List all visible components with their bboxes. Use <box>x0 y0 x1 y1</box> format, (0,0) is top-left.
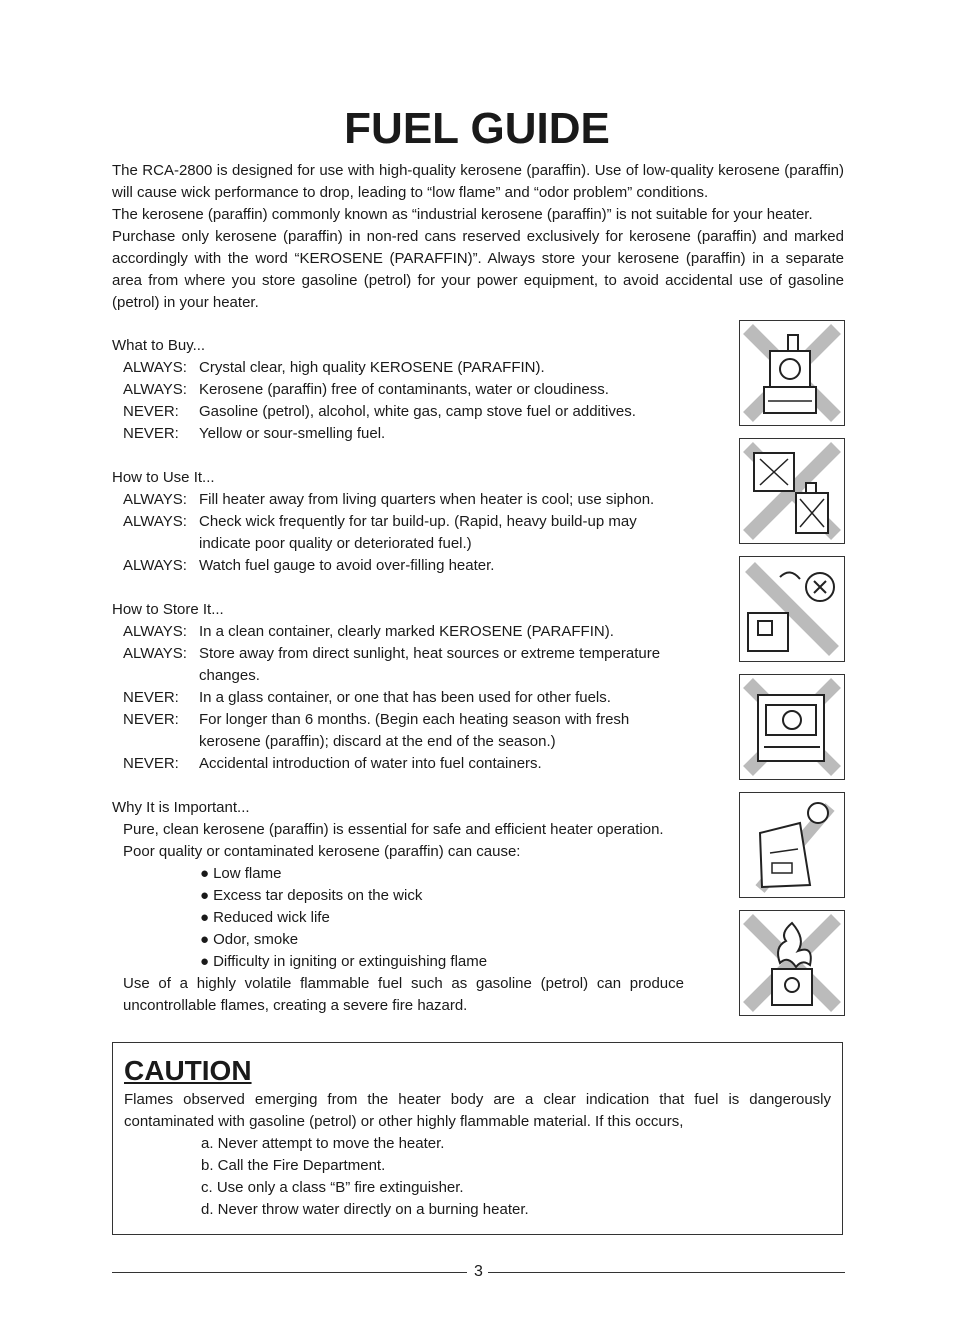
intro-paragraph: The kerosene (paraffin) commonly known as “industrial kerosene (paraffin)” is not suitable for your heater. <box>112 206 813 223</box>
sun-heater-illustration <box>739 556 845 662</box>
gas-can-cross-icon <box>740 439 844 543</box>
intro-paragraph: Purchase only kerosene (paraffin) in non-red cans reserved exclusively for kerosene (paraffin) and marked accordingly with the word “KEROSENE (PARAFFIN)”. Always store your kerosene (paraffin) in a separate area from where you store gasoline (petrol) for your power equipment, to avoid accidental use of gasoline (petrol) in your heater. <box>112 228 844 311</box>
flame-hazard-illustration <box>739 910 845 1016</box>
rule-row <box>112 379 684 401</box>
flame-hazard-icon <box>740 911 844 1015</box>
rule-row <box>112 357 684 379</box>
section-heading: Why It is Important... <box>112 799 250 816</box>
rule-keyword: ALWAYS: <box>123 513 187 530</box>
section-heading: How to Store It... <box>112 601 224 618</box>
section-why-important <box>112 797 684 1017</box>
section-heading: What to Buy... <box>112 337 206 354</box>
intro-paragraph: The RCA-2800 is designed for use with high-quality kerosene (paraffin). Use of low-quality kerosene (paraffin) will cause wick performance to drop, leading to “low flame” and “odor problem” conditions. <box>112 162 844 201</box>
rule-row <box>112 643 684 687</box>
rule-text: Fill heater away from living quarters when heater is cool; use siphon. <box>199 491 655 508</box>
rule-keyword: NEVER: <box>123 755 179 772</box>
caution-title: CAUTION <box>124 1055 252 1086</box>
rule-text: Yellow or sour-smelling fuel. <box>199 425 386 442</box>
rule-row <box>112 511 684 555</box>
rule-text: For longer than 6 months. (Begin each heating season with fresh kerosene (paraffin); discard at the end of the season.) <box>199 711 630 750</box>
rule-keyword: ALWAYS: <box>123 359 187 376</box>
caution-step: d. Never throw water directly on a burning heater. <box>201 1201 529 1218</box>
gas-can-cross-illustration <box>739 438 845 544</box>
rule-text: Watch fuel gauge to avoid over-filling heater. <box>199 557 495 574</box>
caution-box <box>112 1042 843 1235</box>
section-how-to-store <box>112 599 684 775</box>
illustration-column <box>739 320 845 1028</box>
rule-keyword: NEVER: <box>123 425 179 442</box>
rule-text: Accidental introduction of water into fuel containers. <box>199 755 542 772</box>
rule-keyword: ALWAYS: <box>123 381 187 398</box>
caution-steps <box>124 1133 831 1221</box>
rule-row <box>112 555 684 577</box>
heater-cross-icon <box>740 321 844 425</box>
caution-text: Flames observed emerging from the heater body are a clear indication that fuel is dangerously contaminated with gasoline (petrol) or other highly flammable material. If this occurs, <box>124 1091 831 1130</box>
page-number-wrap <box>112 1262 845 1282</box>
sun-heater-icon <box>740 557 844 661</box>
rule-row <box>112 489 684 511</box>
page-title: FUEL GUIDE <box>344 104 610 153</box>
rule-text: Check wick frequently for tar build-up. (Rapid, heavy build-up may indicate poor quality or deteriorated fuel.) <box>199 513 637 552</box>
rule-row <box>112 687 684 709</box>
problem-item: ● Odor, smoke <box>200 929 684 951</box>
rule-keyword: ALWAYS: <box>123 491 187 508</box>
container-cross-illustration <box>739 674 845 780</box>
water-container-icon <box>740 793 844 897</box>
rule-text: Crystal clear, high quality KEROSENE (PARAFFIN). <box>199 359 545 376</box>
rule-row <box>112 621 684 643</box>
rule-row <box>112 709 684 753</box>
rule-row <box>112 753 684 775</box>
caution-step: a. Never attempt to move the heater. <box>201 1135 445 1152</box>
page-footer <box>112 1262 845 1282</box>
rule-keyword: ALWAYS: <box>123 623 187 640</box>
section-heading: How to Use It... <box>112 469 215 486</box>
why-line: Poor quality or contaminated kerosene (paraffin) can cause: <box>123 843 521 860</box>
rule-keyword: NEVER: <box>123 403 179 420</box>
fuel-guide-sections <box>112 335 684 1039</box>
heater-cross-illustration <box>739 320 845 426</box>
problem-item: ● Excess tar deposits on the wick <box>200 885 684 907</box>
problem-item: ● Low flame <box>200 863 684 885</box>
rule-row <box>112 401 684 423</box>
rule-keyword: ALWAYS: <box>123 557 187 574</box>
rule-text: Gasoline (petrol), alcohol, white gas, camp stove fuel or additives. <box>199 403 636 420</box>
why-closing: Use of a highly volatile flammable fuel such as gasoline (petrol) can produce uncontrollable flames, creating a severe fire hazard. <box>123 975 684 1014</box>
rule-keyword: NEVER: <box>123 711 179 728</box>
rule-row <box>112 423 684 445</box>
section-how-to-use <box>112 467 684 577</box>
why-line: Pure, clean kerosene (paraffin) is essential for safe and efficient heater operation. <box>123 821 664 838</box>
page-number: 3 <box>469 1263 488 1280</box>
container-cross-icon <box>740 675 844 779</box>
rule-keyword: ALWAYS: <box>123 645 187 662</box>
caution-step: c. Use only a class “B” fire extinguisher. <box>201 1179 464 1196</box>
problem-item: ● Reduced wick life <box>200 907 684 929</box>
rule-keyword: NEVER: <box>123 689 179 706</box>
section-what-to-buy <box>112 335 684 445</box>
problem-item: ● Difficulty in igniting or extinguishing flame <box>200 951 684 973</box>
rule-text: Store away from direct sunlight, heat sources or extreme temperature changes. <box>199 645 661 684</box>
rule-text: In a glass container, or one that has been used for other fuels. <box>199 689 611 706</box>
intro-text <box>112 160 844 314</box>
rule-text: Kerosene (paraffin) free of contaminants, water or cloudiness. <box>199 381 609 398</box>
rule-text: In a clean container, clearly marked KEROSENE (PARAFFIN). <box>199 623 614 640</box>
problem-list <box>112 863 684 973</box>
water-container-illustration <box>739 792 845 898</box>
caution-step: b. Call the Fire Department. <box>201 1157 386 1174</box>
